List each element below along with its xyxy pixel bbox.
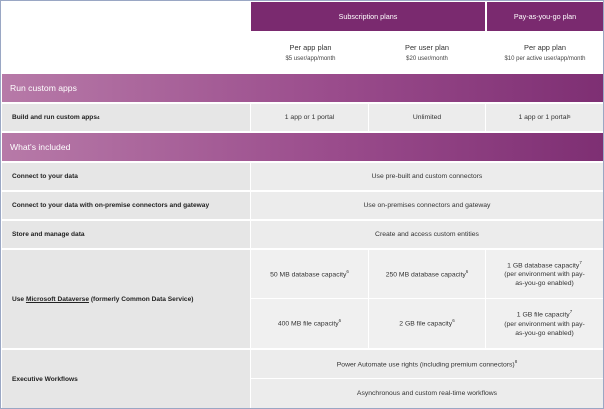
connect-value bbox=[251, 163, 603, 190]
cell-text: Use on-premises connectors and gateway bbox=[363, 201, 491, 209]
plan-title: Per user plan bbox=[405, 42, 449, 52]
section-run-custom-apps bbox=[2, 74, 603, 102]
onprem-value bbox=[251, 192, 603, 219]
payg-plan-header bbox=[487, 2, 603, 31]
footnote-ref: 7 bbox=[579, 259, 582, 265]
footnote-ref: 4 bbox=[97, 115, 100, 120]
dataverse-db-per-user bbox=[369, 250, 485, 298]
cell-text: 1 app or 1 portal bbox=[284, 113, 335, 121]
cell-text: 400 MB file capacity bbox=[277, 320, 339, 328]
section-title: Run custom apps bbox=[10, 83, 77, 93]
cell-text: 2 GB file capacity bbox=[399, 320, 453, 328]
dataverse-link[interactable]: Microsoft Dataverse bbox=[25, 295, 89, 303]
footnote-ref: 6 bbox=[452, 318, 455, 324]
row-label-workflows bbox=[2, 350, 250, 408]
plan-title: Per app plan bbox=[289, 42, 332, 52]
build-per-user-value bbox=[369, 104, 485, 131]
row-label-text: Use bbox=[12, 295, 25, 303]
footnote-ref: 7 bbox=[569, 309, 573, 315]
cell-text: 1 GB file capacity bbox=[516, 311, 570, 319]
cell-text: Unlimited bbox=[412, 113, 442, 121]
row-label-store bbox=[2, 221, 250, 248]
plan-payg-per-app bbox=[487, 33, 603, 71]
footnote-ref: 6 bbox=[346, 268, 349, 274]
footnote-ref: 5 bbox=[567, 114, 571, 120]
dataverse-file-payg bbox=[486, 299, 603, 348]
cell-text: 50 MB database capacity bbox=[270, 271, 347, 279]
row-label-text: Connect to your data with on-premise connectors and gateway bbox=[12, 202, 210, 209]
dataverse-db-payg bbox=[486, 250, 603, 298]
plan-price: $10 per active user/app/month bbox=[504, 55, 586, 62]
cell-text: Create and access custom entities bbox=[375, 230, 479, 238]
subscription-plans-label: Subscription plans bbox=[338, 12, 398, 21]
workflows-power-automate bbox=[251, 350, 603, 378]
row-label-text: (formerly Common Data Service) bbox=[90, 295, 194, 303]
cell-text: 1 GB database capacity bbox=[507, 261, 580, 269]
row-label-text: Executive Workflows bbox=[12, 375, 78, 383]
cell-text: Asynchronous and custom real-time workflows bbox=[356, 389, 498, 397]
cell-text: 1 app or 1 portal bbox=[518, 113, 568, 121]
row-label-text: Store and manage data bbox=[12, 231, 85, 238]
dataverse-file-per-user bbox=[369, 299, 485, 348]
build-per-app-value bbox=[251, 104, 368, 131]
plan-per-app bbox=[253, 33, 368, 71]
section-whats-included bbox=[2, 133, 603, 161]
payg-plan-label: Pay-as-you-go plan bbox=[513, 12, 577, 21]
row-label-text: Build and run custom apps bbox=[12, 114, 97, 121]
dataverse-file-per-app bbox=[251, 299, 368, 348]
subscription-plans-header bbox=[251, 2, 485, 31]
store-value bbox=[251, 221, 603, 248]
row-label-text: Connect to your data bbox=[12, 173, 78, 180]
row-label-onprem bbox=[2, 192, 250, 219]
row-label-dataverse bbox=[2, 250, 250, 348]
footnote-ref: 6 bbox=[465, 268, 469, 274]
plan-title: Per app plan bbox=[524, 42, 566, 52]
footnote-ref: 8 bbox=[514, 358, 518, 364]
row-label-build bbox=[2, 104, 250, 131]
cell-text: Use pre-built and custom connectors bbox=[371, 172, 483, 180]
dataverse-db-per-app bbox=[251, 250, 368, 298]
footnote-ref: 6 bbox=[338, 318, 342, 324]
plan-price: $20 user/month bbox=[406, 55, 448, 62]
section-title: What's included bbox=[10, 142, 71, 152]
cell-text: Power Automate use rights (including premium connectors) bbox=[336, 361, 515, 369]
row-label-connect bbox=[2, 163, 250, 190]
build-payg-value bbox=[486, 104, 603, 131]
cell-note: (per environment with pay-as-you-go enabled) bbox=[504, 271, 585, 288]
plan-per-user bbox=[369, 33, 485, 71]
plan-price: $5 user/app/month bbox=[285, 55, 336, 62]
cell-note: (per environment with pay-as-you-go enabled) bbox=[504, 320, 585, 337]
workflows-async bbox=[251, 379, 603, 408]
cell-text: 250 MB database capacity bbox=[385, 271, 466, 279]
